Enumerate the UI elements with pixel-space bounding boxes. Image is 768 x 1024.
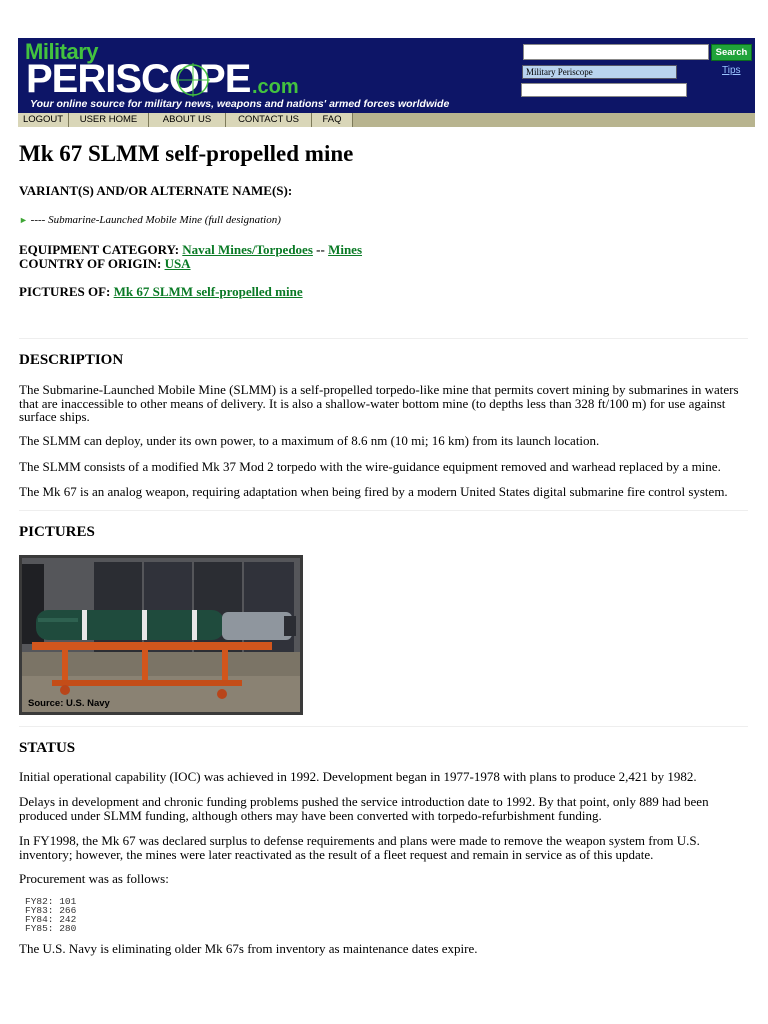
description-paragraph: The Mk 67 is an analog weapon, requiring adaptation when being fired by a modern United States digital submarine fire control system.	[19, 484, 728, 499]
pictures-heading: PICTURES	[19, 524, 95, 540]
procurement-row: FY83: 266	[25, 905, 77, 916]
bullet-arrow-icon: ►	[19, 215, 28, 225]
status-paragraph: In FY1998, the Mk 67 was declared surplus to defense requirements and plans were made to remove the weapon system from U.S. inventory; however, the mines were later reactivated as the result of a fleet request and remain in service as of this update.	[19, 833, 700, 862]
mine-photo	[22, 558, 300, 712]
tips-link[interactable]: Tips	[722, 65, 741, 76]
nav-faq[interactable]: FAQ	[312, 113, 353, 127]
search-button[interactable]: Search	[711, 44, 752, 61]
category-label: EQUIPMENT CATEGORY:	[19, 242, 180, 257]
description-paragraph: The Submarine-Launched Mobile Mine (SLMM) is a self-propelled torpedo-like mine that permits covert mining by submarines in waters that are inaccessible to other means of delivery. It is also a shallow-water bottom mine (to depths less than 328 ft/100 m) for use against surface ships.	[19, 382, 739, 424]
secondary-input-field[interactable]	[521, 83, 687, 97]
category-link-mines[interactable]: Mines	[328, 242, 363, 257]
description-heading: DESCRIPTION	[19, 352, 124, 368]
site-tagline: Your online source for military news, weapons and nations' armed forces worldwide	[30, 98, 450, 110]
procurement-row: FY84: 242	[25, 914, 77, 925]
nav-about-us[interactable]: ABOUT US	[149, 113, 226, 127]
divider	[19, 726, 748, 727]
photo-thumbnail[interactable]	[19, 555, 303, 715]
procurement-row: FY82: 101	[25, 896, 77, 907]
description-paragraph: The SLMM consists of a modified Mk 37 Mod 2 torpedo with the wire-guidance equipment removed and warhead replaced by a mine.	[19, 459, 721, 474]
nav-user-home[interactable]: USER HOME	[69, 113, 149, 127]
category-link-naval-mines[interactable]: Naval Mines/Torpedoes	[182, 242, 313, 257]
logo-periscope-text[interactable]: PERISCOPE	[26, 57, 251, 101]
status-heading: STATUS	[19, 740, 76, 756]
search-scope-select[interactable]: Military Periscope	[522, 65, 677, 79]
nav-logout[interactable]: LOGOUT	[18, 113, 69, 127]
category-separator: --	[316, 242, 325, 257]
variants-label: VARIANT(S) AND/OR ALTERNATE NAME(S):	[19, 183, 293, 198]
country-of-origin-line	[19, 256, 191, 272]
pictures-of-link[interactable]: Mk 67 SLMM self-propelled mine	[113, 284, 303, 299]
origin-label: COUNTRY OF ORIGIN:	[19, 256, 162, 271]
status-paragraph: Procurement was as follows:	[19, 871, 169, 886]
site-banner	[18, 38, 755, 113]
mine-photo-illustration	[22, 558, 300, 712]
crosshair-icon	[174, 61, 212, 99]
photo-caption: Source: U.S. Navy	[28, 698, 110, 709]
nav-filler	[353, 113, 755, 127]
divider	[19, 510, 748, 511]
main-nav	[18, 113, 755, 127]
status-paragraph: Initial operational capability (IOC) was achieved in 1992. Development began in 1977-1978 with plans to produce 2,421 by 1982.	[19, 769, 697, 784]
pictures-of-line	[19, 284, 303, 300]
nav-contact-us[interactable]: CONTACT US	[226, 113, 312, 127]
logo-com-text: .com	[252, 76, 299, 98]
description-paragraph: The SLMM can deploy, under its own power, to a maximum of 8.6 nm (10 mi; 16 km) from its launch location.	[19, 433, 600, 448]
divider	[19, 338, 748, 339]
pictures-of-label: PICTURES OF:	[19, 284, 111, 299]
procurement-list	[25, 897, 76, 933]
page-title: Mk 67 SLMM self-propelled mine	[19, 141, 354, 166]
variant-text: ---- Submarine-Launched Mobile Mine (full designation)	[30, 214, 281, 226]
origin-link-usa[interactable]: USA	[164, 256, 191, 271]
procurement-row: FY85: 280	[25, 923, 77, 934]
search-input[interactable]	[523, 44, 709, 60]
logo-military-text: Military	[25, 39, 99, 64]
status-closing-paragraph: The U.S. Navy is eliminating older Mk 67s from inventory as maintenance dates expire.	[19, 941, 478, 956]
variant-item	[19, 214, 281, 226]
status-paragraph: Delays in development and chronic funding problems pushed the service introduction date to 1992. By that point, only 889 had been produced under SLMM funding, although others may have been converted with torpedo-refurbishment funding.	[19, 794, 709, 823]
